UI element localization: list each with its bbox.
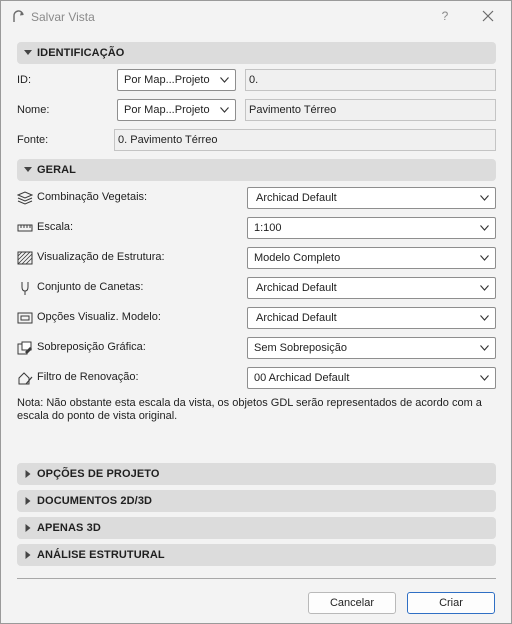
- estrutura-value: Modelo Completo: [254, 252, 341, 264]
- section-opcoes-projeto[interactable]: [17, 463, 496, 485]
- modelo-value: Archicad Default: [256, 312, 337, 324]
- section-documentos[interactable]: [17, 490, 496, 512]
- section-title: OPÇÕES DE PROJETO: [37, 468, 160, 480]
- renovacao-label: Filtro de Renovação:: [37, 371, 139, 383]
- window-title: Salvar Vista: [31, 10, 95, 24]
- modelo-label: Opções Visualiz. Modelo:: [37, 311, 161, 323]
- section-title: DOCUMENTOS 2D/3D: [37, 495, 153, 507]
- close-icon[interactable]: [477, 7, 499, 27]
- fonte-value: 0. Pavimento Térreo: [118, 134, 218, 146]
- ruler-icon: [17, 221, 33, 235]
- canetas-label: Conjunto de Canetas:: [37, 281, 144, 293]
- sobreposicao-label: Sobreposição Gráfica:: [37, 341, 146, 353]
- graphic-override-icon: [17, 341, 33, 355]
- model-view-icon: [17, 311, 33, 325]
- section-title: APENAS 3D: [37, 522, 101, 534]
- chevron-down-icon: [220, 77, 229, 83]
- id-mode-select[interactable]: [117, 69, 236, 91]
- chevron-down-icon: [480, 285, 489, 291]
- fonte-field: [114, 129, 496, 151]
- id-value: 0.: [249, 74, 259, 86]
- scale-note: Nota: Não obstante esta escala da vista, os objetos GDL serão representados de acordo com a escala do ponto de vista original.: [17, 397, 482, 422]
- nome-value: Pavimento Térreo: [249, 104, 337, 116]
- sobreposicao-value: Sem Sobreposição: [254, 342, 347, 354]
- structure-icon: [17, 251, 33, 265]
- nome-field[interactable]: [245, 99, 496, 121]
- escala-select[interactable]: [247, 217, 496, 239]
- chevron-down-icon: [24, 166, 32, 174]
- title-bar: [1, 1, 511, 33]
- combinacao-value: Archicad Default: [256, 192, 337, 204]
- renovacao-value: 00 Archicad Default: [254, 372, 350, 384]
- chevron-down-icon: [480, 195, 489, 201]
- section-title: IDENTIFICAÇÃO: [37, 47, 125, 59]
- app-icon: [12, 10, 25, 23]
- modelo-select[interactable]: [247, 307, 496, 329]
- section-analise-estrutural[interactable]: [17, 544, 496, 566]
- chevron-right-icon: [24, 524, 32, 532]
- nome-label: Nome:: [17, 104, 50, 116]
- cancel-button[interactable]: Cancelar: [308, 592, 396, 614]
- chevron-down-icon: [480, 375, 489, 381]
- chevron-down-icon: [480, 315, 489, 321]
- id-label: ID:: [17, 74, 32, 86]
- pen-icon: [17, 281, 33, 295]
- id-mode-value: Por Map...Projeto: [124, 74, 210, 86]
- combinacao-select[interactable]: [247, 187, 496, 209]
- chevron-down-icon: [480, 225, 489, 231]
- chevron-down-icon: [480, 345, 489, 351]
- sobreposicao-select[interactable]: [247, 337, 496, 359]
- combinacao-label: Combinação Vegetais:: [37, 191, 148, 203]
- renovacao-select[interactable]: [247, 367, 496, 389]
- section-identificacao[interactable]: [17, 42, 496, 64]
- canetas-value: Archicad Default: [256, 282, 337, 294]
- chevron-down-icon: [480, 255, 489, 261]
- fonte-label: Fonte:: [17, 134, 49, 146]
- chevron-right-icon: [24, 551, 32, 559]
- section-title: ANÁLISE ESTRUTURAL: [37, 549, 165, 561]
- estrutura-select[interactable]: [247, 247, 496, 269]
- nome-mode-value: Por Map...Projeto: [124, 104, 210, 116]
- chevron-right-icon: [24, 470, 32, 478]
- chevron-right-icon: [24, 497, 32, 505]
- escala-value: 1:100: [254, 222, 282, 234]
- create-button[interactable]: Criar: [407, 592, 495, 614]
- chevron-down-icon: [220, 107, 229, 113]
- chevron-down-icon: [24, 49, 32, 57]
- escala-label: Escala:: [37, 221, 74, 233]
- section-apenas-3d[interactable]: [17, 517, 496, 539]
- estrutura-label: Visualização de Estrutura:: [37, 251, 165, 263]
- id-field[interactable]: [245, 69, 496, 91]
- canetas-select[interactable]: [247, 277, 496, 299]
- section-geral[interactable]: [17, 159, 496, 181]
- nome-mode-select[interactable]: [117, 99, 236, 121]
- layers-icon: [17, 191, 33, 205]
- renovation-icon: [17, 371, 33, 385]
- divider: [17, 578, 496, 579]
- help-button[interactable]: ?: [441, 9, 449, 23]
- section-title: GERAL: [37, 164, 76, 176]
